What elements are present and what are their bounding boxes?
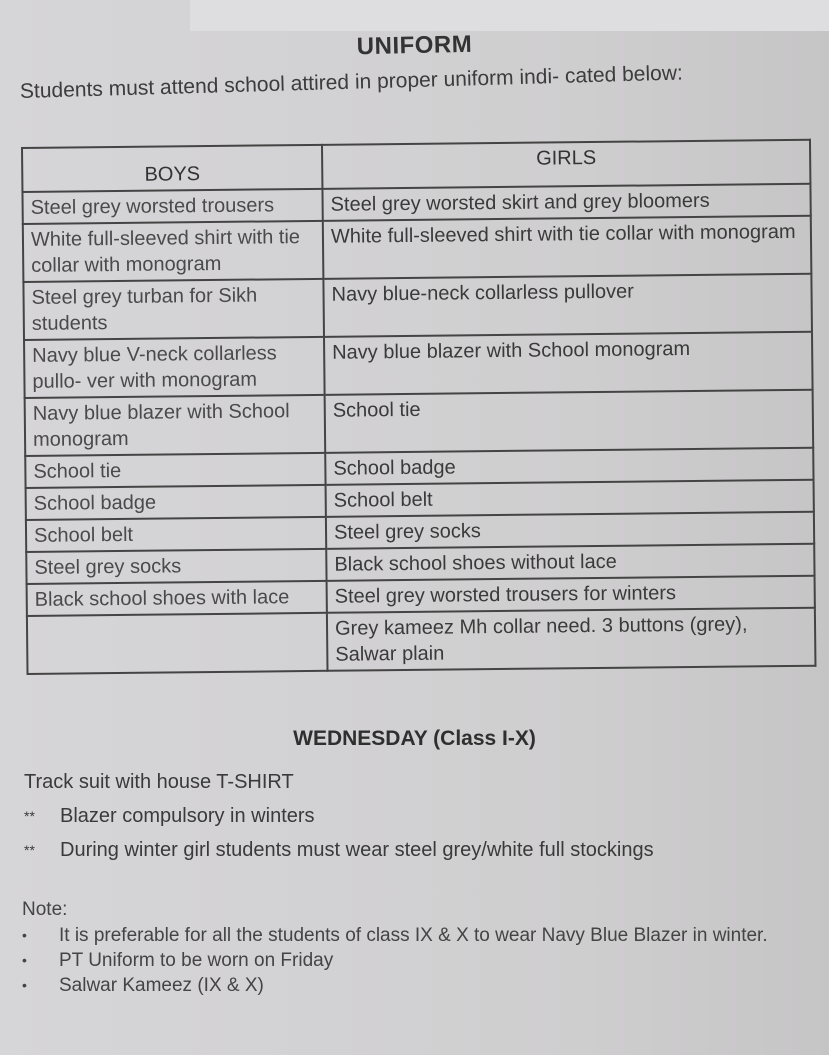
wednesday-list [24,767,654,869]
boys-cell: Steel grey worsted trousers [22,189,322,224]
boys-cell: School tie [25,453,325,488]
girls-cell: Navy blue blazer with School monogram [324,332,813,395]
girls-cell: White full-sleeved shirt with tie collar with monogram [323,216,812,279]
boys-cell: Steel grey socks [26,549,326,584]
girls-cell: Steel grey worsted skirt and grey bloomers [322,184,810,221]
boys-cell: Navy blue V-neck collarless pullo- ver with monogram [24,337,325,398]
starred-item [24,835,654,869]
table-row [25,390,814,456]
boys-cell: Navy blue blazer with School monogram [25,395,326,456]
page-title: UNIFORM [356,30,473,61]
table-row [24,332,813,398]
boys-cell [27,613,328,674]
note-item [22,923,824,948]
table-row [27,608,816,674]
note-item [22,973,824,998]
note-item-text: Salwar Kameez (IX & X) [59,975,264,996]
starred-item [24,801,654,835]
girls-cell: Steel grey socks [326,512,814,549]
girls-cell: Black school shoes without lace [326,544,814,581]
girls-cell: Steel grey worsted trousers for winters [327,576,815,613]
table-row [23,216,812,282]
bullet-icon: • [22,927,27,943]
note-label: Note: [22,899,68,920]
boys-cell: School badge [26,485,326,520]
bullet-icon: • [22,977,27,993]
boys-cell: Black school shoes with lace [27,581,327,616]
wednesday-line: Track suit with house T-SHIRT [24,771,294,793]
uniform-table [21,139,816,675]
double-asterisk-icon: ** [24,842,35,858]
note-item-text: PT Uniform to be worn on Friday [59,950,334,971]
intro-text: Students must attend school attired in proper uniform indi- cated below: [19,61,684,103]
table-row [23,274,812,340]
header-boys: BOYS [22,145,322,192]
wednesday-heading: WEDNESDAY (Class I-X) [293,727,536,750]
boys-cell: School belt [26,517,326,552]
note-section [22,899,824,998]
header-girls: GIRLS [322,140,810,189]
double-asterisk-icon: ** [24,808,35,824]
bullet-icon: • [22,952,27,968]
girls-cell: Grey kameez Mh collar need. 3 buttons (grey), Salwar plain [327,608,816,671]
girls-cell: School belt [326,480,814,517]
note-item-text: It is preferable for all the students of class IX & X to wear Navy Blue Blazer in winter. [59,925,768,946]
note-item [22,948,824,973]
boys-cell: Steel grey turban for Sikh students [23,279,324,340]
starred-item-text: During winter girl students must wear steel grey/white full stockings [60,839,654,861]
girls-cell: Navy blue-neck collarless pullover [323,274,812,337]
starred-item-text: Blazer compulsory in winters [60,805,315,827]
girls-cell: School tie [325,390,814,453]
boys-cell: White full-sleeved shirt with tie collar with monogram [23,221,324,282]
girls-cell: School badge [325,448,813,485]
